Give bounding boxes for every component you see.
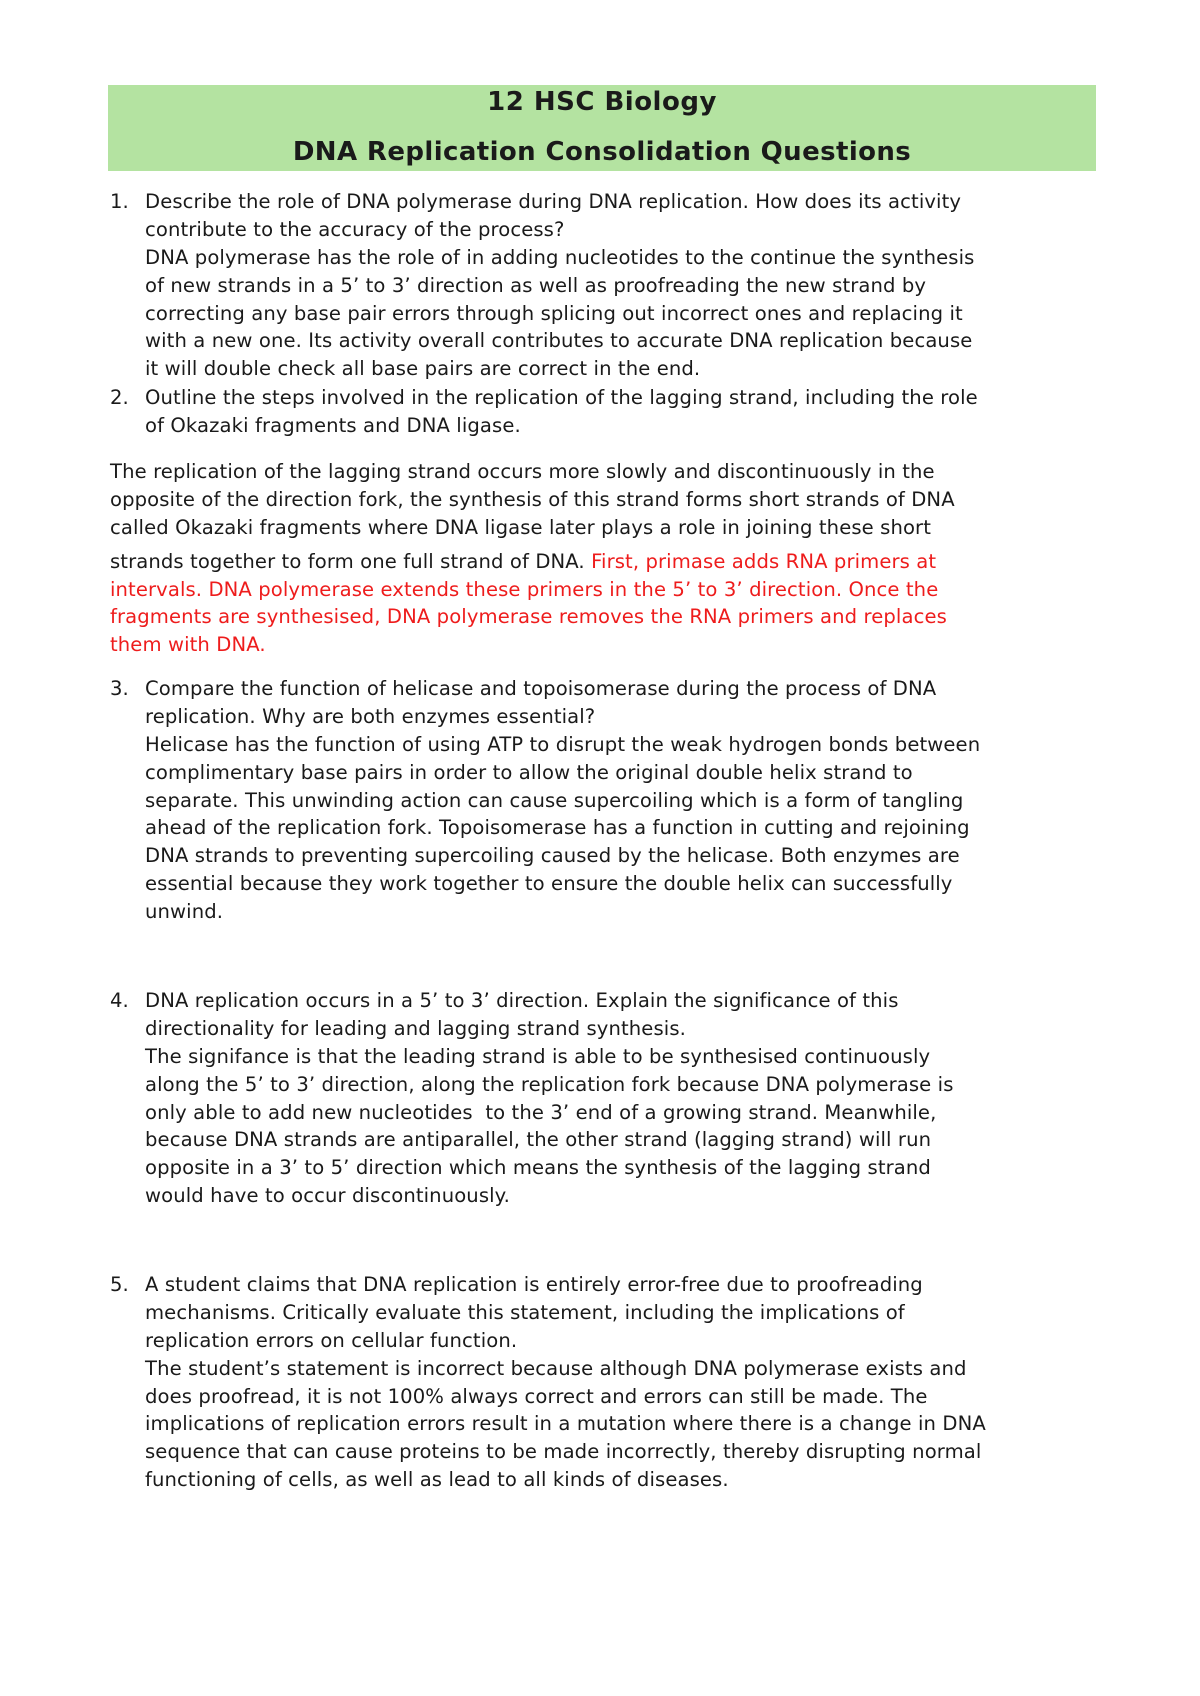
text-line: it will double check all base pairs are correct in the end. [145, 357, 701, 381]
text-line: with a new one. Its activity overall contributes to accurate DNA replication because [145, 329, 973, 353]
course-title: 12 HSC Biology [487, 87, 717, 117]
text-line: Describe the role of DNA polymerase during DNA replication. How does its activity [145, 190, 962, 213]
text-line: complimentary base pairs in order to allow the original double helix strand to [145, 760, 913, 784]
question-number: 5. [110, 1273, 129, 1296]
correction-line: them with DNA. [110, 633, 266, 657]
text-line: ahead of the replication fork. Topoisomerase has a function in cutting and rejoining [145, 816, 970, 840]
question-number: 3. [110, 677, 129, 700]
text-line: only able to add new nucleotides to the 3’ end of a growing strand. Meanwhile, [145, 1100, 937, 1124]
answer-line: strands together to form one full strand of DNA. [110, 549, 592, 573]
text-line: contribute to the accuracy of the process? [145, 217, 565, 241]
text-line: functioning of cells, as well as lead to all kinds of diseases. [145, 1468, 729, 1492]
text-line: opposite in a 3’ to 5’ direction which means the synthesis of the lagging strand [145, 1156, 931, 1180]
text-line: of new strands in a 5’ to 3’ direction as well as proofreading the new strand by [145, 273, 927, 297]
text-line: Helicase has the function of using ATP to disrupt the weak hydrogen bonds between [145, 732, 981, 756]
question-number: 4. [110, 989, 129, 1012]
text-line: because DNA strands are antiparallel, the other strand (lagging strand) will run [145, 1128, 932, 1152]
answer-line: The replication of the lagging strand occurs more slowly and discontinuously in the [110, 460, 935, 483]
text-line: separate. This unwinding action can cause supercoiling which is a form of tangling [145, 788, 964, 812]
correction-line: fragments are synthesised, DNA polymerase removes the RNA primers and replaces [110, 605, 947, 629]
answer-line: called Okazaki fragments where DNA ligase later plays a role in joining these short [110, 515, 931, 539]
text-line: of Okazaki fragments and DNA ligase. [145, 413, 521, 437]
text-line: replication. Why are both enzymes essential? [145, 704, 596, 728]
text-line: Outline the steps involved in the replication of the lagging strand, including the role [145, 386, 978, 409]
text-line: Compare the function of helicase and topoisomerase during the process of DNA [145, 677, 937, 700]
text-line: DNA strands to preventing supercoiling caused by the helicase. Both enzymes are [145, 844, 960, 868]
text-line: along the 5’ to 3’ direction, along the replication fork because DNA polymerase is [145, 1072, 954, 1096]
question-text [145, 675, 980, 926]
text-line: DNA replication occurs in a 5’ to 3’ direction. Explain the significance of this [145, 989, 899, 1012]
text-line: replication errors on cellular function. [145, 1328, 518, 1352]
answer-line: opposite of the direction fork, the synthesis of this strand forms short strands of DNA [110, 487, 955, 511]
text-line: sequence that can cause proteins to be made incorrectly, thereby disrupting normal [145, 1440, 982, 1464]
question-text [145, 1271, 986, 1494]
question-text [145, 188, 974, 383]
text-line: mechanisms. Critically evaluate this statement, including the implications of [145, 1300, 905, 1324]
question-text [145, 384, 978, 440]
text-line: essential because they work together to ensure the double helix can successfully [145, 872, 953, 896]
text-line: unwind. [145, 900, 224, 924]
text-line: The student’s statement is incorrect because although DNA polymerase exists and [145, 1356, 967, 1380]
correction-text: First, primase adds RNA primers at [591, 549, 937, 573]
answer-2 [110, 458, 955, 659]
text-line: The signifance is that the leading strand is able to be synthesised continuously [145, 1044, 931, 1068]
correction-line: intervals. DNA polymerase extends these primers in the 5’ to 3’ direction. Once the [110, 577, 939, 601]
text-line: would have to occur discontinuously. [145, 1184, 510, 1208]
text-line: DNA polymerase has the role of in adding nucleotides to the continue the synthesis [145, 245, 975, 269]
question-number: 2. [110, 386, 129, 409]
question-text [145, 987, 954, 1210]
text-line: does proofread, it is not 100% always correct and errors can still be made. The [145, 1384, 928, 1408]
text-line: implications of replication errors result in a mutation where there is a change in DNA [145, 1412, 986, 1436]
text-line: correcting any base pair errors through splicing out incorrect ones and replacing it [145, 301, 963, 325]
text-line: directionality for leading and lagging strand synthesis. [145, 1016, 686, 1040]
question-number: 1. [110, 190, 129, 213]
title-banner [108, 85, 1096, 171]
mixed-line [110, 548, 955, 576]
document-title: DNA Replication Consolidation Questions [292, 137, 912, 167]
text-line: A student claims that DNA replication is entirely error-free due to proofreading [145, 1273, 923, 1296]
